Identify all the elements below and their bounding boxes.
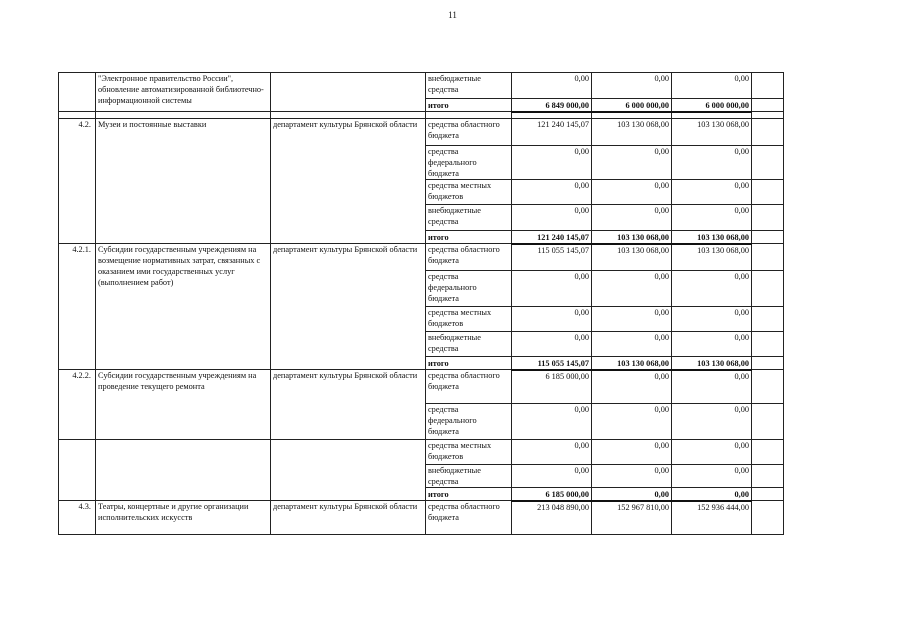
measure-name: "Электронное правительство России", обновление автоматизированной библиотечно-информационной системы xyxy=(96,73,271,112)
funding-source: средства федерального бюджета xyxy=(426,271,512,307)
amount-1: 115 055 145,07 xyxy=(512,357,592,370)
amount-3: 0,00 xyxy=(672,370,752,404)
amount-1: 121 240 145,07 xyxy=(512,119,592,146)
executor: департамент культуры Брянской области xyxy=(271,119,426,244)
amount-1: 0,00 xyxy=(512,180,592,205)
funding-source: внебюджетные средства xyxy=(426,332,512,357)
table-row xyxy=(59,440,784,465)
amount-1: 213 048 890,00 xyxy=(512,501,592,535)
empty-cell xyxy=(752,488,784,501)
amount-3: 103 130 068,00 xyxy=(672,244,752,271)
amount-1: 6 185 000,00 xyxy=(512,488,592,501)
funding-source: средства федерального бюджета xyxy=(426,404,512,440)
amount-3: 103 130 068,00 xyxy=(672,357,752,370)
executor: департамент культуры Брянской области xyxy=(271,501,426,535)
empty-cell xyxy=(752,404,784,440)
executor: департамент культуры Брянской области xyxy=(271,244,426,370)
executor xyxy=(271,440,426,501)
measure-name: Субсидии государственным учреждениям на проведение текущего ремонта xyxy=(96,370,271,440)
funding-source: внебюджетные средства xyxy=(426,73,512,99)
table-row xyxy=(59,244,784,271)
amount-2: 103 130 068,00 xyxy=(592,231,672,244)
amount-3: 0,00 xyxy=(672,440,752,465)
amount-2: 0,00 xyxy=(592,146,672,180)
amount-1: 115 055 145,07 xyxy=(512,244,592,271)
funding-source: итого xyxy=(426,231,512,244)
row-number: 4.2.1. xyxy=(59,244,96,370)
empty-cell xyxy=(752,357,784,370)
amount-2: 103 130 068,00 xyxy=(592,244,672,271)
executor xyxy=(271,73,426,112)
amount-2: 0,00 xyxy=(592,370,672,404)
empty-cell xyxy=(752,205,784,231)
amount-3: 0,00 xyxy=(672,180,752,205)
amount-1: 0,00 xyxy=(512,307,592,332)
empty-cell xyxy=(752,231,784,244)
measure-name xyxy=(96,440,271,501)
empty-cell xyxy=(752,180,784,205)
amount-2: 103 130 068,00 xyxy=(592,357,672,370)
executor: департамент культуры Брянской области xyxy=(271,370,426,440)
amount-2: 0,00 xyxy=(592,332,672,357)
funding-source: средства областного бюджета xyxy=(426,501,512,535)
amount-2: 103 130 068,00 xyxy=(592,119,672,146)
amount-2: 0,00 xyxy=(592,205,672,231)
amount-3: 0,00 xyxy=(672,146,752,180)
row-number: 4.3. xyxy=(59,501,96,535)
row-number: 4.2. xyxy=(59,119,96,244)
funding-source: средства областного бюджета xyxy=(426,244,512,271)
empty-cell xyxy=(752,501,784,535)
amount-3: 0,00 xyxy=(672,465,752,488)
amount-3: 0,00 xyxy=(672,307,752,332)
empty-cell xyxy=(752,440,784,465)
amount-3: 0,00 xyxy=(672,271,752,307)
amount-2: 6 000 000,00 xyxy=(592,99,672,112)
row-number xyxy=(59,440,96,501)
empty-cell xyxy=(752,73,784,99)
amount-1: 0,00 xyxy=(512,205,592,231)
amount-3: 6 000 000,00 xyxy=(672,99,752,112)
table-row xyxy=(59,119,784,146)
table-row xyxy=(59,501,784,535)
amount-1: 0,00 xyxy=(512,146,592,180)
empty-cell xyxy=(752,465,784,488)
row-number xyxy=(59,73,96,112)
amount-3: 0,00 xyxy=(672,488,752,501)
empty-cell xyxy=(752,146,784,180)
amount-3: 0,00 xyxy=(672,205,752,231)
amount-2: 0,00 xyxy=(592,271,672,307)
empty-cell xyxy=(752,99,784,112)
measure-name: Музеи и постоянные выставки xyxy=(96,119,271,244)
amount-2: 0,00 xyxy=(592,307,672,332)
amount-3: 103 130 068,00 xyxy=(672,119,752,146)
empty-cell xyxy=(752,271,784,307)
measure-name: Субсидии государственным учреждениям на возмещение нормативных затрат, связанных с оказанием ими государственных услуг (выполнением работ) xyxy=(96,244,271,370)
measure-name: Театры, концертные и другие организации исполнительских искусств xyxy=(96,501,271,535)
amount-3: 152 936 444,00 xyxy=(672,501,752,535)
funding-source: внебюджетные средства xyxy=(426,205,512,231)
amount-3: 0,00 xyxy=(672,73,752,99)
empty-cell xyxy=(752,307,784,332)
amount-2: 152 967 810,00 xyxy=(592,501,672,535)
amount-2: 0,00 xyxy=(592,465,672,488)
amount-3: 0,00 xyxy=(672,332,752,357)
funding-source: средства местных бюджетов xyxy=(426,440,512,465)
empty-cell xyxy=(752,244,784,271)
amount-1: 0,00 xyxy=(512,404,592,440)
page-number: 11 xyxy=(448,10,457,20)
funding-source: средства местных бюджетов xyxy=(426,307,512,332)
funding-source: средства федерального бюджета xyxy=(426,146,512,180)
amount-1: 0,00 xyxy=(512,73,592,99)
table-row xyxy=(59,73,784,99)
funding-source: средства местных бюджетов xyxy=(426,180,512,205)
amount-2: 0,00 xyxy=(592,488,672,501)
amount-3: 0,00 xyxy=(672,404,752,440)
empty-cell xyxy=(752,370,784,404)
amount-1: 6 849 000,00 xyxy=(512,99,592,112)
amount-1: 0,00 xyxy=(512,465,592,488)
amount-1: 121 240 145,07 xyxy=(512,231,592,244)
row-number: 4.2.2. xyxy=(59,370,96,440)
empty-cell xyxy=(752,332,784,357)
amount-2: 0,00 xyxy=(592,73,672,99)
amount-1: 0,00 xyxy=(512,271,592,307)
funding-source: итого xyxy=(426,99,512,112)
amount-3: 103 130 068,00 xyxy=(672,231,752,244)
amount-2: 0,00 xyxy=(592,440,672,465)
empty-cell xyxy=(752,119,784,146)
amount-1: 0,00 xyxy=(512,332,592,357)
table-row xyxy=(59,370,784,404)
amount-1: 0,00 xyxy=(512,440,592,465)
budget-table xyxy=(58,72,784,535)
amount-2: 0,00 xyxy=(592,180,672,205)
amount-2: 0,00 xyxy=(592,404,672,440)
funding-source: средства областного бюджета xyxy=(426,119,512,146)
amount-1: 6 185 000,00 xyxy=(512,370,592,404)
separator-row xyxy=(59,112,784,119)
funding-source: средства областного бюджета xyxy=(426,370,512,404)
funding-source: итого xyxy=(426,488,512,501)
funding-source: итого xyxy=(426,357,512,370)
funding-source: внебюджетные средства xyxy=(426,465,512,488)
